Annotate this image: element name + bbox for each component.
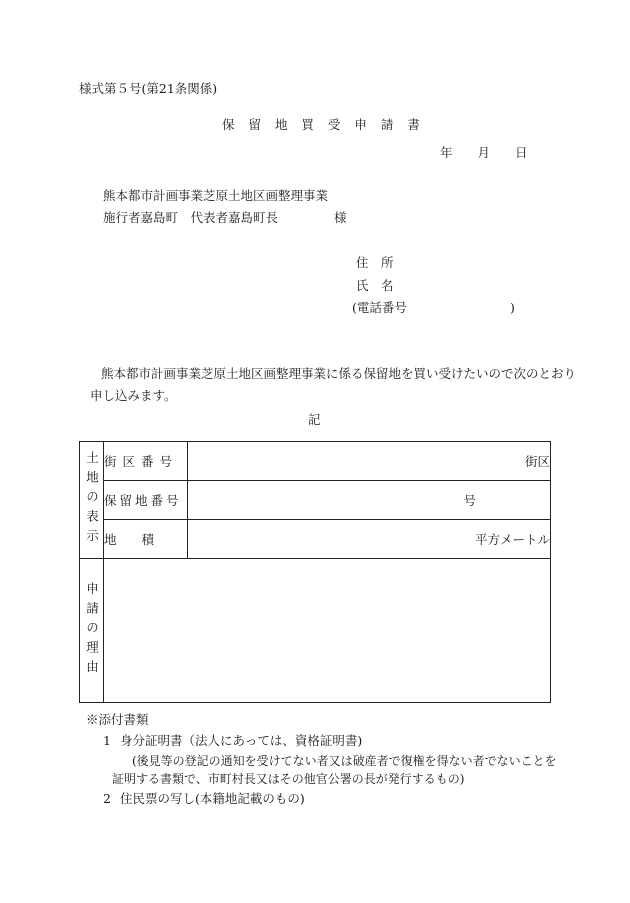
number-unit: 号 bbox=[463, 493, 476, 508]
phone-close-paren: ) bbox=[510, 300, 515, 315]
attachment-2-text: 住民票の写し(本籍地記載のもの) bbox=[120, 791, 305, 806]
reason-heading-cell bbox=[80, 559, 104, 703]
attachment-1-text: 身分証明書（法人にあっては、資格証明書) bbox=[120, 733, 363, 748]
land-info-table bbox=[79, 441, 551, 703]
body-text-line1: 熊本都市計画事業芝原土地区画整理事業に係る保留地を買い受けたいので次のとおり bbox=[101, 366, 577, 381]
attachment-1-number: 1 bbox=[103, 733, 111, 748]
ki-heading: 記 bbox=[308, 412, 321, 427]
addressee-honorific: 様 bbox=[334, 210, 347, 225]
addressee-executor: 施行者嘉島町 代表者嘉島町長 bbox=[103, 210, 279, 225]
attachment-1-note-line1: (後見等の登記の通知を受けてない者又は破産者で復権を得ない者でないことを bbox=[132, 754, 557, 768]
block-number-label: 街区番号 bbox=[104, 442, 188, 481]
reserved-land-number-label: 保留地番号 bbox=[104, 481, 188, 520]
land-heading-cell bbox=[80, 442, 104, 559]
reason-field[interactable] bbox=[104, 559, 551, 703]
address-label: 住 所 bbox=[356, 255, 394, 270]
form-title: 保 留 地 買 受 申 請 書 bbox=[222, 117, 425, 132]
attachment-2-number: 2 bbox=[103, 791, 111, 806]
area-unit: 平方メートル bbox=[474, 532, 550, 547]
block-number-field[interactable] bbox=[188, 442, 551, 481]
addressee-project: 熊本都市計画事業芝原土地区画整理事業 bbox=[103, 188, 329, 203]
date-field: 年 月 日 bbox=[440, 145, 528, 160]
body-text-line2: 申し込みます。 bbox=[90, 388, 177, 403]
area-label: 地 積 bbox=[104, 520, 188, 559]
land-heading: 土地の表示 bbox=[84, 451, 100, 549]
attachment-1-note-line2: 証明する書類で、市町村長又はその他官公署の長が発行するもの) bbox=[112, 772, 465, 786]
block-unit: 街区 bbox=[524, 454, 550, 469]
name-label: 氏 名 bbox=[356, 278, 394, 293]
form-number: 様式第５号(第21条関係) bbox=[79, 81, 218, 96]
area-field[interactable] bbox=[188, 520, 551, 559]
reserved-land-number-field[interactable] bbox=[188, 481, 551, 520]
reason-heading: 申請の理由 bbox=[84, 581, 100, 680]
phone-label: (電話番号 bbox=[352, 300, 407, 315]
attachments-heading: ※添付書類 bbox=[86, 712, 149, 727]
